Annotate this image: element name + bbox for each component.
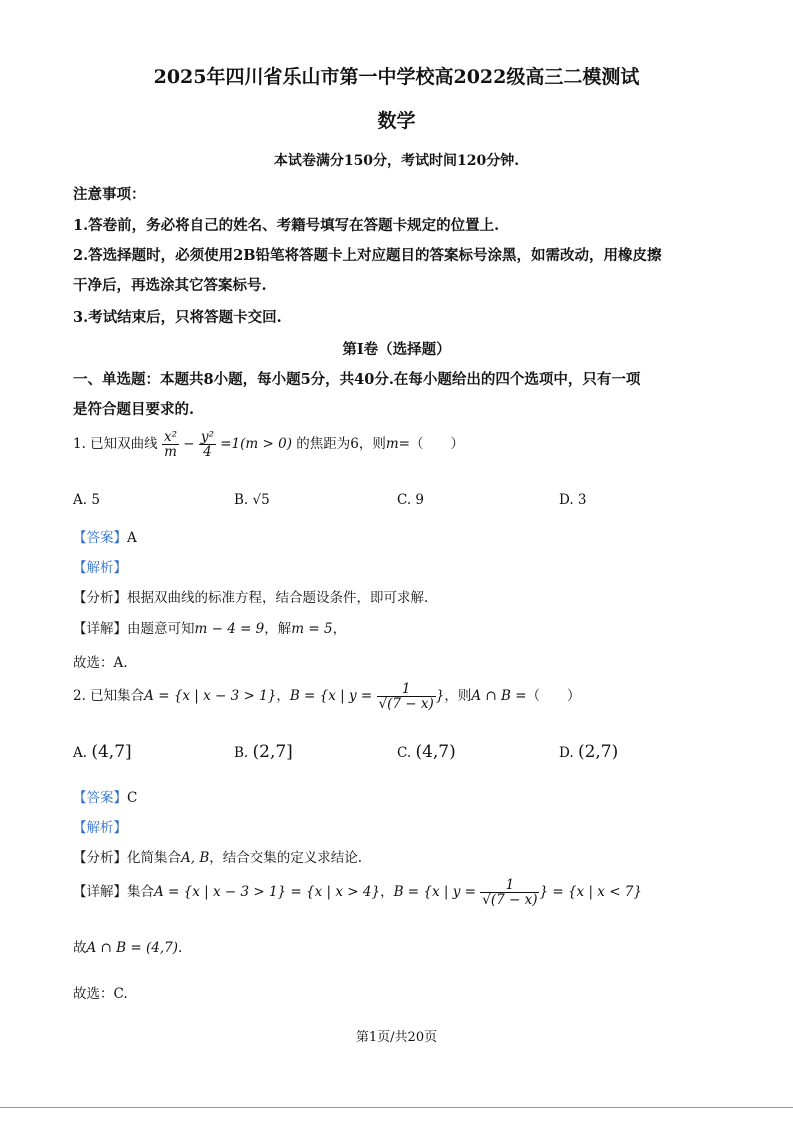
subject-heading: 数学 [377,110,416,132]
q2-answer: 【答案】C [73,790,138,806]
note-item-1: 1.答卷前，务必将自己的姓名、考籍号填写在答题卡规定的位置上. [73,217,500,234]
q2-option-a: A. (4,7] [73,742,132,762]
q1-analysis-tag: 【解析】 [73,560,127,576]
q1-focal: 6 [350,436,359,453]
q1-fenxi: 【分析】根据双曲线的标准方程，结合题设条件，即可求解. [73,590,429,606]
notes-heading: 注意事项： [73,186,146,203]
q2-result: 故A ∩ B = (4,7). [73,940,183,956]
q2-ask-math: A ∩ B = [471,688,527,705]
q2-option-b: B. (2,7] [234,742,293,762]
q1-conclusion: 故选：A. [73,655,128,671]
page-footer: 第1页/共20页 [355,1030,438,1045]
q1-var: m [385,436,399,453]
note-item-2-line-2: 干净后，再选涂其它答案标号. [73,277,267,294]
section-intro-line-2: 是符合题目要求的. [73,401,195,418]
q1-option-b: B. √5 [234,492,270,508]
q2-detail: 【详解】集合A = {x | x − 3 > 1} = {x | x > 4}，B = {x | y = $\frac{1}{√(7 - x)}$ } = {x | x < 7} [73,877,642,909]
q1-middle: 的焦距为 [296,436,351,453]
q1-prefix: 1. 已知双曲线 [73,436,158,453]
q1-minus: − [183,436,195,453]
q1-option-a: A. 5 [73,492,100,508]
q1-option-c: C. 9 [397,492,425,508]
document-title: 2025年四川省乐山市第一中学校高2022级高三二模测试 [153,66,640,88]
q1-then: ，则 [358,436,386,453]
section-intro-line-1: 一、单选题：本题共8小题，每小题5分，共40分.在每小题给出的四个选项中，只有一项 [73,371,641,388]
q2-fenxi: 【分析】化简集合A, B，结合交集的定义求结论. [73,850,363,866]
q2-analysis-tag: 【解析】 [73,820,127,836]
q2-conclusion: 故选：C. [73,986,128,1002]
exam-info: 本试卷满分150分，考试时间120分钟. [273,153,520,169]
q2-set-b: B = {x | y = [289,688,373,705]
volume-heading: 第I卷（选择题） [342,341,451,358]
q2-detail-fraction: $\frac{1}{√(7 - x)}$ [482,877,538,909]
q2-set-a: A = {x | x − 3 > 1} [144,688,277,705]
q1-fraction-y: $\frac{\text{y²}}{4}$ [200,429,214,461]
q1-option-d: D. 3 [559,492,587,508]
q2-option-c: C. (4,7) [397,742,456,762]
note-item-3: 3.考试结束后，只将答题卡交回. [73,309,282,326]
q1-ask: =（ ） [398,436,464,453]
q2-option-d: D. (2,7) [559,742,619,762]
q1-answer: 【答案】A [73,530,137,546]
q2-prefix: 2. 已知集合 [73,688,145,705]
q1-detail: 【详解】由题意可知m − 4 = 9，解m = 5， [73,621,347,637]
q2-set-b-fraction: $\frac{1}{√(7 - x)}$ [378,681,434,713]
question-2: 2. 已知集合A = {x | x − 3 > 1}，B = {x | y = $\frac{1}{√(7 - x)}$ }，则A ∩ B =（ ） [73,681,581,713]
question-1 [73,430,464,459]
q1-rhs: =1(m > 0) [220,436,292,453]
note-item-2-line-1: 2.答选择题时，必须使用2B铅笔将答题卡上对应题目的答案标号涂黑，如需改动，用橡皮擦 [73,247,662,264]
q1-fraction-x: $\frac{\text{x²}}{m}$ [163,429,177,461]
bottom-divider [0,1107,793,1108]
